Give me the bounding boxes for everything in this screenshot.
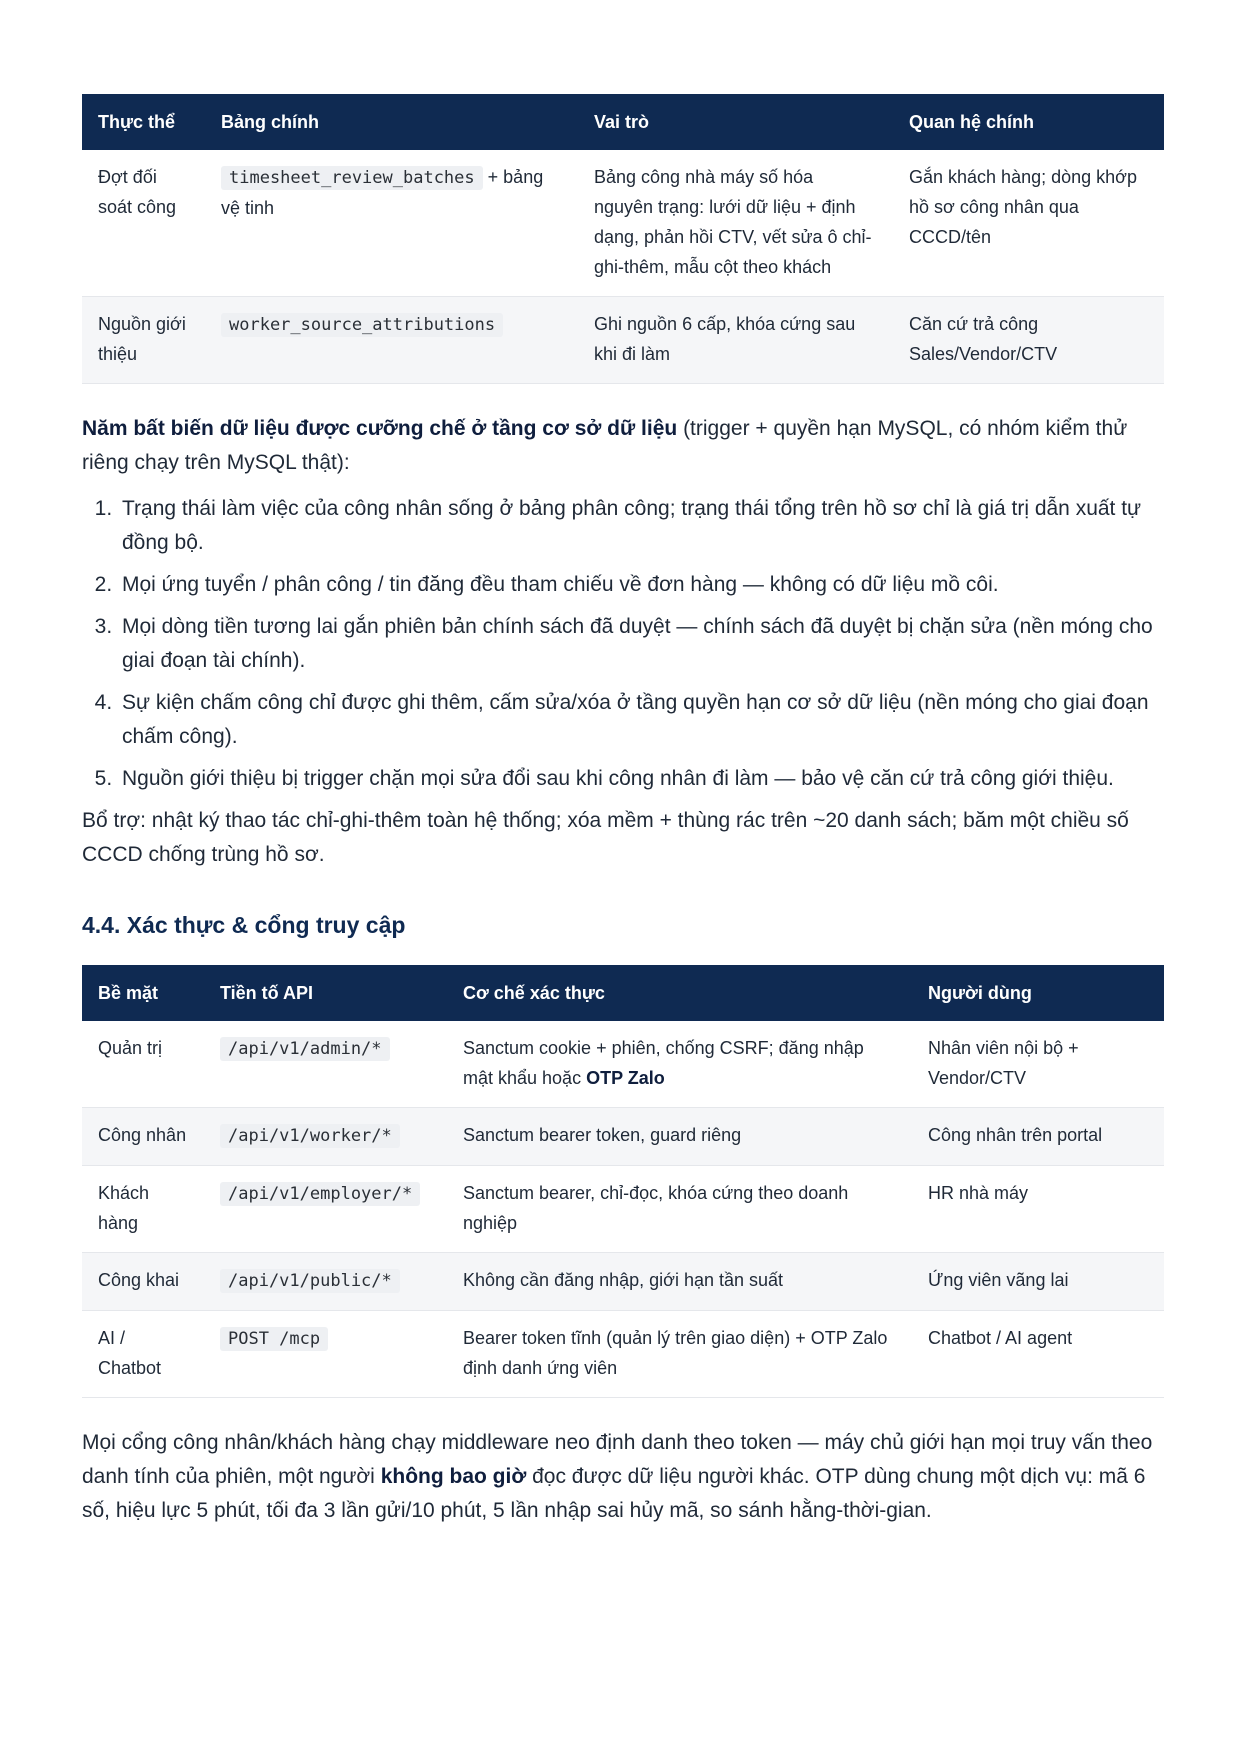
table-row xyxy=(82,1166,1164,1253)
auth-table xyxy=(82,965,1164,1398)
header-auth-mechanism: Cơ chế xác thực xyxy=(447,965,912,1021)
table-name-code: worker_source_attributions xyxy=(221,313,503,337)
header-surface: Bề mặt xyxy=(82,965,204,1021)
cell-users: HR nhà máy xyxy=(912,1166,1164,1253)
cell-auth-mechanism xyxy=(447,1021,912,1108)
cell-surface: Công khai xyxy=(82,1253,204,1311)
table-row xyxy=(82,1108,1164,1166)
closing-bold: không bao giờ xyxy=(380,1465,527,1488)
table-row xyxy=(82,1253,1164,1311)
cell-surface: Công nhân xyxy=(82,1108,204,1166)
table-name-code: timesheet_review_batches xyxy=(221,166,483,190)
table-row xyxy=(82,150,1164,297)
cell-role: Bảng công nhà máy số hóa nguyên trạng: lưới dữ liệu + định dạng, phản hồi CTV, vết sửa ô chỉ-ghi-thêm, mẫu cột theo khách xyxy=(578,150,893,297)
cell-users: Công nhân trên portal xyxy=(912,1108,1164,1166)
cell-entity: Đợt đối soát công xyxy=(82,150,205,297)
cell-api-prefix xyxy=(204,1108,447,1166)
list-item: 5. Nguồn giới thiệu bị trigger chặn mọi sửa đổi sau khi công nhân đi làm — bảo vệ căn cứ trả công giới thiệu. xyxy=(118,762,1164,796)
cell-role: Ghi nguồn 6 cấp, khóa cứng sau khi đi làm xyxy=(578,297,893,384)
cell-surface: Quản trị xyxy=(82,1021,204,1108)
cell-auth-mechanism: Sanctum bearer token, guard riêng xyxy=(447,1108,912,1166)
cell-users: Chatbot / AI agent xyxy=(912,1311,1164,1398)
table-suffix: + bảng vệ tinh xyxy=(221,167,544,218)
cell-relation: Gắn khách hàng; dòng khớp hồ sơ công nhân qua CCCD/tên xyxy=(893,150,1164,297)
section-title: 4.4. Xác thực & cổng truy cập xyxy=(82,912,406,938)
cell-auth-mechanism: Bearer token tĩnh (quản lý trên giao diện) + OTP Zalo định danh ứng viên xyxy=(447,1311,912,1398)
support-paragraph: Bổ trợ: nhật ký thao tác chỉ-ghi-thêm toàn hệ thống; xóa mềm + thùng rác trên ~20 danh sách; băm một chiều số CCCD chống trùng hồ sơ. xyxy=(82,809,1129,866)
api-prefix-code: POST /mcp xyxy=(220,1327,328,1351)
list-item: 2. Mọi ứng tuyển / phân công / tin đăng đều tham chiếu về đơn hàng — không có dữ liệu mồ côi. xyxy=(118,568,1164,602)
entity-table-header xyxy=(82,94,1164,150)
table-row xyxy=(82,1311,1164,1398)
cell-main-table xyxy=(205,297,578,384)
invariants-intro xyxy=(82,412,1164,480)
cell-surface: AI / Chatbot xyxy=(82,1311,204,1398)
invariants-intro-bold: Năm bất biến dữ liệu được cưỡng chế ở tầng cơ sở dữ liệu xyxy=(82,417,678,440)
invariants-list xyxy=(82,492,1164,796)
table-row xyxy=(82,297,1164,384)
closing-paragraph xyxy=(82,1426,1164,1528)
api-prefix-code: /api/v1/admin/* xyxy=(220,1037,390,1061)
document-page xyxy=(82,94,1164,1528)
cell-main-table xyxy=(205,150,578,297)
cell-relation: Căn cứ trả công Sales/Vendor/CTV xyxy=(893,297,1164,384)
cell-users: Ứng viên vãng lai xyxy=(912,1253,1164,1311)
cell-entity: Nguồn giới thiệu xyxy=(82,297,205,384)
auth-text-bold: OTP Zalo xyxy=(586,1068,665,1088)
header-entity: Thực thể xyxy=(82,94,205,150)
list-item: 3. Mọi dòng tiền tương lai gắn phiên bản chính sách đã duyệt — chính sách đã duyệt bị chặn sửa (nền móng cho giai đoạn tài chính). xyxy=(118,610,1164,678)
cell-api-prefix xyxy=(204,1166,447,1253)
auth-text: Sanctum cookie + phiên, chống CSRF; đăng nhập mật khẩu hoặc xyxy=(463,1038,864,1088)
header-role: Vai trò xyxy=(578,94,893,150)
closing-text-end: đọc được dữ liệu người khác. OTP dùng chung một dịch vụ: mã 6 số, hiệu lực 5 phút, tối đa 3 lần gửi/10 phút, 5 lần nhập sai hủy mã, so sánh hằng-thời-gian. xyxy=(82,1465,1146,1522)
header-users: Người dùng xyxy=(912,965,1164,1021)
cell-api-prefix xyxy=(204,1253,447,1311)
cell-api-prefix xyxy=(204,1021,447,1108)
header-api-prefix: Tiền tố API xyxy=(204,965,447,1021)
invariants-intro-rest: (trigger + quyền hạn MySQL, có nhóm kiểm thử riêng chạy trên MySQL thật): xyxy=(82,417,1128,474)
table-row xyxy=(82,1021,1164,1108)
api-prefix-code: /api/v1/public/* xyxy=(220,1269,400,1293)
cell-api-prefix xyxy=(204,1311,447,1398)
api-prefix-code: /api/v1/employer/* xyxy=(220,1182,420,1206)
cell-auth-mechanism: Sanctum bearer, chỉ-đọc, khóa cứng theo doanh nghiệp xyxy=(447,1166,912,1253)
list-item: 4. Sự kiện chấm công chỉ được ghi thêm, cấm sửa/xóa ở tầng quyền hạn cơ sở dữ liệu (nền móng cho giai đoạn chấm công). xyxy=(118,686,1164,754)
cell-surface: Khách hàng xyxy=(82,1166,204,1253)
closing-text: Mọi cổng công nhân/khách hàng chạy middleware neo định danh theo token — máy chủ giới hạn mọi truy vấn theo danh tính của phiên, một người xyxy=(82,1431,1153,1488)
cell-auth-mechanism: Không cần đăng nhập, giới hạn tần suất xyxy=(447,1253,912,1311)
header-relation: Quan hệ chính xyxy=(893,94,1164,150)
header-main-table: Bảng chính xyxy=(205,94,578,150)
cell-users: Nhân viên nội bộ + Vendor/CTV xyxy=(912,1021,1164,1108)
api-prefix-code: /api/v1/worker/* xyxy=(220,1124,400,1148)
list-item: 1. Trạng thái làm việc của công nhân sống ở bảng phân công; trạng thái tổng trên hồ sơ chỉ là giá trị dẫn xuất tự đồng bộ. xyxy=(118,492,1164,560)
entity-table xyxy=(82,94,1164,384)
auth-table-header xyxy=(82,965,1164,1021)
